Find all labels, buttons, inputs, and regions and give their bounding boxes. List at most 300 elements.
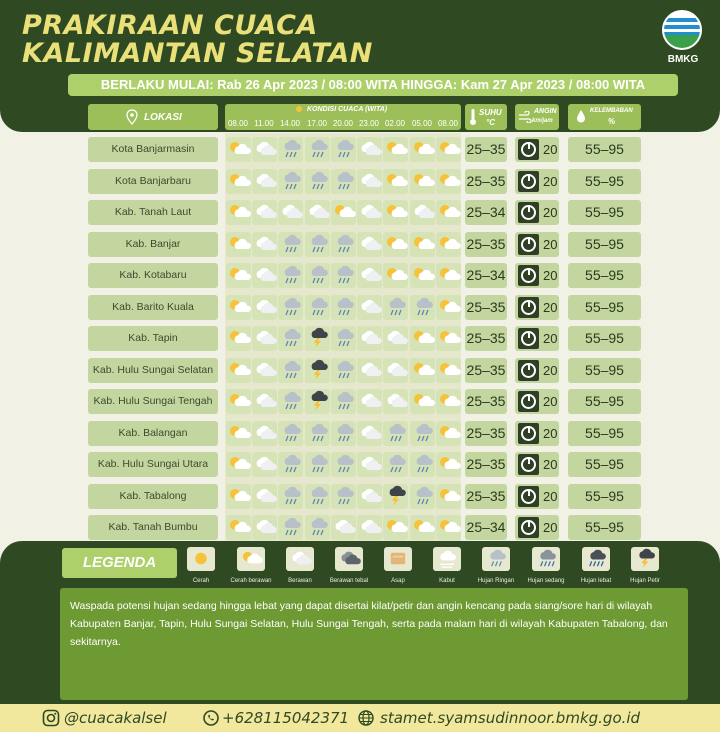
- weather-cell: [305, 389, 330, 414]
- light-rain-icon: [383, 295, 408, 320]
- weather-cell: [278, 421, 303, 446]
- light-rain-icon: [331, 169, 356, 194]
- weather-cell: [436, 358, 461, 383]
- weather-cell: [357, 169, 382, 194]
- partly-cloudy-icon: [226, 232, 251, 257]
- light-rain-icon: [278, 389, 303, 414]
- humidity-range: 55–95: [568, 484, 641, 509]
- weather-cell: [305, 358, 330, 383]
- location-name: Kab. Tapin: [88, 326, 218, 351]
- weather-cell: [226, 515, 251, 540]
- weather-cell: [331, 295, 356, 320]
- temperature-range: 25–35: [465, 295, 507, 320]
- wind-cell: [515, 389, 559, 414]
- partly-cloudy-icon: [410, 326, 435, 351]
- weather-cell: [278, 295, 303, 320]
- weather-cell: [278, 232, 303, 257]
- water-drop-icon: [576, 109, 586, 124]
- light-rain-icon: [410, 484, 435, 509]
- light-rain-icon: [278, 484, 303, 509]
- humidity-range: 55–95: [568, 326, 641, 351]
- weather-cell: [305, 421, 330, 446]
- temperature-range: 25–35: [465, 326, 507, 351]
- weather-cell: [436, 295, 461, 320]
- light-rain-icon: [278, 515, 303, 540]
- cloudy-icon: [357, 295, 382, 320]
- weather-cell: [410, 295, 435, 320]
- cloudy-icon: [252, 515, 277, 540]
- light-rain-icon: [483, 547, 509, 571]
- weather-cell: [383, 232, 408, 257]
- weather-cell: [331, 200, 356, 225]
- weather-cell: [357, 263, 382, 288]
- weather-cell: [305, 232, 330, 257]
- bmkg-logo-text: BMKG: [667, 54, 699, 65]
- humidity-header-label: KELEMBABAN: [590, 108, 633, 114]
- whatsapp-icon: [202, 709, 220, 727]
- time-slot: 02.00: [384, 119, 406, 128]
- wind-speed: 20: [543, 299, 558, 315]
- humidity-range: 55–95: [568, 263, 641, 288]
- weather-cell: [357, 358, 382, 383]
- weather-cell: [226, 263, 251, 288]
- thunderstorm-icon: [305, 389, 330, 414]
- wind-icon: [518, 111, 532, 123]
- humidity-range: 55–95: [568, 232, 641, 257]
- partly-cloudy-icon: [226, 137, 251, 162]
- light-rain-icon: [331, 137, 356, 162]
- partly-cloudy-icon: [410, 515, 435, 540]
- legend-label: Asap: [391, 578, 405, 584]
- location-name: Kab. Hulu Sungai Selatan: [88, 358, 218, 383]
- weather-cell: [278, 389, 303, 414]
- legend-label: Berawan: [288, 578, 312, 584]
- cloudy-icon: [357, 484, 382, 509]
- legend-label: Kabut: [439, 578, 455, 584]
- humidity-range: 55–95: [568, 137, 641, 162]
- weather-cell: [331, 389, 356, 414]
- partly-cloudy-icon: [383, 200, 408, 225]
- forecast-row: [0, 295, 720, 322]
- weather-cell: [331, 484, 356, 509]
- wind-cell: [515, 263, 559, 288]
- light-rain-icon: [305, 484, 330, 509]
- wind-cell: [515, 232, 559, 257]
- light-rain-icon: [383, 421, 408, 446]
- weather-cell: [331, 326, 356, 351]
- partly-cloudy-icon: [226, 389, 251, 414]
- temperature-unit: °C: [486, 118, 495, 127]
- weather-cell: [357, 515, 382, 540]
- wind-speed: 20: [543, 173, 558, 189]
- temperature-range: 25–35: [465, 421, 507, 446]
- wind-direction-icon: [518, 360, 539, 381]
- website-url[interactable]: stamet.syamsudinnoor.bmkg.go.id: [380, 709, 641, 727]
- temperature-range: 25–35: [465, 358, 507, 383]
- cloudy-icon: [357, 515, 382, 540]
- wind-cell: [515, 421, 559, 446]
- column-header-location: [88, 104, 218, 130]
- weather-cell: [357, 326, 382, 351]
- location-name: Kab. Balangan: [88, 421, 218, 446]
- legend-label: Hujan lebat: [580, 578, 612, 584]
- cloudy-icon: [357, 421, 382, 446]
- weather-cell: [278, 200, 303, 225]
- light-rain-icon: [331, 263, 356, 288]
- partly-cloudy-icon: [410, 389, 435, 414]
- weather-cell: [410, 169, 435, 194]
- weather-cell: [383, 169, 408, 194]
- weather-cell: [252, 137, 277, 162]
- forecast-row: [0, 137, 720, 164]
- forecast-row: [0, 515, 720, 542]
- weather-cell: [252, 358, 277, 383]
- time-slot: 08.00: [437, 119, 459, 128]
- weather-cell: [305, 515, 330, 540]
- weather-cell: [226, 326, 251, 351]
- wind-speed: 20: [543, 205, 558, 220]
- light-rain-icon: [331, 358, 356, 383]
- cloudy-icon: [357, 358, 382, 383]
- instagram-icon: [42, 709, 60, 727]
- weather-cell: [226, 452, 251, 477]
- weather-cell: [357, 200, 382, 225]
- weather-cell: [226, 358, 251, 383]
- cloudy-icon: [357, 200, 382, 225]
- location-name: Kab. Hulu Sungai Tengah: [88, 389, 218, 414]
- legend-label: Hujan Petir: [630, 578, 660, 584]
- cloudy-icon: [252, 137, 277, 162]
- legend-label: Cerah berawan: [230, 578, 272, 584]
- partly-cloudy-icon: [436, 421, 461, 446]
- weather-cell: [331, 137, 356, 162]
- forecast-row: [0, 200, 720, 227]
- location-name: Kab. Barito Kuala: [88, 295, 218, 320]
- light-rain-icon: [331, 484, 356, 509]
- weather-cell: [383, 326, 408, 351]
- location-name: Kab. Tanah Laut: [88, 200, 218, 225]
- partly-cloudy-icon: [436, 169, 461, 194]
- time-slot: 11.00: [254, 119, 274, 128]
- wind-cell: [515, 484, 559, 509]
- thunderstorm-icon: [632, 547, 658, 571]
- partly-cloudy-icon: [383, 263, 408, 288]
- light-rain-icon: [305, 137, 330, 162]
- weather-cell: [436, 452, 461, 477]
- weather-cell: [226, 137, 251, 162]
- weather-cell: [252, 452, 277, 477]
- weather-cell: [436, 484, 461, 509]
- partly-cloudy-icon: [410, 358, 435, 383]
- light-rain-icon: [305, 169, 330, 194]
- wind-direction-icon: [518, 202, 539, 223]
- weather-cell: [252, 389, 277, 414]
- partly-cloudy-icon: [436, 263, 461, 288]
- humidity-range: 55–95: [568, 295, 641, 320]
- weather-cell: [436, 326, 461, 351]
- weather-cell: [383, 421, 408, 446]
- temperature-range: 25–35: [465, 232, 507, 257]
- temperature-header-label: SUHU: [479, 108, 502, 117]
- partly-cloudy-icon: [410, 137, 435, 162]
- thunderstorm-icon: [383, 484, 408, 509]
- partly-cloudy-icon: [436, 389, 461, 414]
- light-rain-icon: [331, 389, 356, 414]
- weather-cell: [252, 484, 277, 509]
- humidity-range: 55–95: [568, 358, 641, 383]
- light-rain-icon: [331, 452, 356, 477]
- weather-cell: [357, 137, 382, 162]
- weather-cell: [305, 137, 330, 162]
- humidity-range: 55–95: [568, 452, 641, 477]
- light-rain-icon: [305, 232, 330, 257]
- cloudy-icon: [252, 232, 277, 257]
- cloudy-icon: [252, 263, 277, 288]
- humidity-unit: %: [608, 117, 616, 126]
- weather-cell: [410, 326, 435, 351]
- weather-cell: [278, 169, 303, 194]
- legend-item: [176, 547, 226, 583]
- weather-cell: [226, 232, 251, 257]
- overcast-icon: [336, 547, 362, 571]
- weather-cell: [331, 232, 356, 257]
- partly-cloudy-icon: [226, 200, 251, 225]
- forecast-row: [0, 421, 720, 448]
- legend-item: [620, 547, 670, 583]
- title-line-2: KALIMANTAN SELATAN: [22, 38, 373, 69]
- wind-speed: 20: [543, 425, 558, 441]
- legend-item: [521, 547, 571, 583]
- wind-header-label: ANGIN: [534, 108, 557, 115]
- weather-cell: [278, 452, 303, 477]
- humidity-range: 55–95: [568, 200, 641, 225]
- partly-cloudy-icon: [383, 137, 408, 162]
- forecast-row: [0, 263, 720, 290]
- forecast-row: [0, 389, 720, 416]
- light-rain-icon: [410, 295, 435, 320]
- column-header-humidity: [568, 104, 641, 130]
- cloudy-icon: [287, 547, 313, 571]
- partly-cloudy-icon: [226, 515, 251, 540]
- weather-cell: [383, 515, 408, 540]
- legend-item: [324, 547, 374, 583]
- cloudy-icon: [252, 484, 277, 509]
- partly-cloudy-icon: [436, 515, 461, 540]
- light-rain-icon: [383, 452, 408, 477]
- light-rain-icon: [410, 421, 435, 446]
- partly-cloudy-icon: [436, 295, 461, 320]
- partly-cloudy-icon: [436, 484, 461, 509]
- wind-cell: [515, 358, 559, 383]
- weather-cell: [436, 137, 461, 162]
- weather-cell: [357, 421, 382, 446]
- light-rain-icon: [305, 295, 330, 320]
- weather-cell: [410, 200, 435, 225]
- bmkg-logo: [656, 10, 710, 72]
- wind-cell: [515, 452, 559, 477]
- weather-cell: [383, 137, 408, 162]
- location-header-label: LOKASI: [144, 112, 182, 123]
- weather-cell: [278, 515, 303, 540]
- light-rain-icon: [410, 452, 435, 477]
- weather-cell: [383, 484, 408, 509]
- weather-cell: [331, 515, 356, 540]
- weather-cell: [252, 295, 277, 320]
- location-name: Kab. Hulu Sungai Utara: [88, 452, 218, 477]
- partly-cloudy-icon: [226, 484, 251, 509]
- wind-cell: [515, 137, 559, 162]
- wind-direction-icon: [518, 297, 539, 318]
- partly-cloudy-icon: [436, 358, 461, 383]
- column-header-temperature: [465, 104, 507, 130]
- instagram-handle[interactable]: @cuacakalsel: [64, 709, 167, 727]
- wind-direction-icon: [518, 171, 539, 192]
- light-rain-icon: [331, 326, 356, 351]
- time-slot: 17.00: [306, 119, 328, 128]
- location-name: Kota Banjarmasin: [88, 137, 218, 162]
- location-pin-icon: [126, 109, 138, 125]
- wind-direction-icon: [518, 265, 539, 286]
- time-slot: 23.00: [358, 119, 380, 128]
- weather-cell: [383, 263, 408, 288]
- partly-cloudy-icon: [436, 326, 461, 351]
- weather-cell: [410, 515, 435, 540]
- humidity-range: 55–95: [568, 515, 641, 540]
- weather-cell: [410, 358, 435, 383]
- temperature-range: 25–35: [465, 137, 507, 162]
- temperature-range: 25–35: [465, 169, 507, 194]
- partly-cloudy-icon: [238, 547, 264, 571]
- wind-cell: [515, 295, 559, 320]
- legend-item: [373, 547, 423, 583]
- weather-cell: [331, 452, 356, 477]
- light-rain-icon: [278, 452, 303, 477]
- location-name: Kab. Tabalong: [88, 484, 218, 509]
- location-name: Kota Banjarbaru: [88, 169, 218, 194]
- wind-speed: 20: [543, 457, 558, 472]
- thermometer-icon: [469, 108, 477, 126]
- fog-icon: [434, 547, 460, 571]
- partly-cloudy-icon: [383, 515, 408, 540]
- weather-cell: [383, 358, 408, 383]
- validity-period: BERLAKU MULAI: Rab 26 Apr 2023 / 08:00 WITA HINGGA: Kam 27 Apr 2023 / 08:00 WITA: [68, 74, 678, 96]
- light-rain-icon: [305, 452, 330, 477]
- weather-cell: [357, 452, 382, 477]
- wind-speed: 20: [543, 394, 558, 409]
- cloudy-icon: [357, 452, 382, 477]
- weather-cell: [410, 232, 435, 257]
- cloudy-icon: [357, 169, 382, 194]
- cloudy-icon: [331, 515, 356, 540]
- light-rain-icon: [278, 421, 303, 446]
- whatsapp-number[interactable]: +628115042371: [222, 709, 350, 727]
- weather-cell: [278, 484, 303, 509]
- partly-cloudy-icon: [226, 452, 251, 477]
- partly-cloudy-icon: [226, 295, 251, 320]
- light-rain-icon: [331, 421, 356, 446]
- cloudy-icon: [252, 326, 277, 351]
- wind-speed: 20: [543, 142, 558, 157]
- location-name: Kab. Tanah Bumbu: [88, 515, 218, 540]
- light-rain-icon: [278, 326, 303, 351]
- weather-cell: [436, 200, 461, 225]
- globe-icon: [357, 709, 375, 727]
- wind-speed: 20: [543, 488, 558, 504]
- light-rain-icon: [305, 421, 330, 446]
- wind-speed: 20: [543, 520, 558, 535]
- legend-label: Cerah: [192, 578, 210, 584]
- thunderstorm-icon: [305, 326, 330, 351]
- temperature-range: 25–35: [465, 452, 507, 477]
- partly-cloudy-icon: [436, 200, 461, 225]
- light-rain-icon: [331, 295, 356, 320]
- legend-label: Hujan Ringan: [477, 578, 515, 584]
- weather-cell: [252, 169, 277, 194]
- partly-cloudy-icon: [226, 263, 251, 288]
- cloudy-icon: [252, 169, 277, 194]
- cloudy-icon: [305, 200, 330, 225]
- wind-direction-icon: [518, 234, 539, 255]
- wind-speed: 20: [543, 236, 558, 252]
- legend-item: [422, 547, 472, 583]
- weather-cell: [410, 389, 435, 414]
- weather-cell: [278, 263, 303, 288]
- partly-cloudy-icon: [226, 326, 251, 351]
- cloudy-icon: [252, 421, 277, 446]
- humidity-range: 55–95: [568, 169, 641, 194]
- partly-cloudy-icon: [436, 452, 461, 477]
- weather-cell: [436, 263, 461, 288]
- moderate-rain-icon: [533, 547, 559, 571]
- weather-cell: [357, 389, 382, 414]
- humidity-range: 55–95: [568, 421, 641, 446]
- weather-cell: [252, 232, 277, 257]
- partly-cloudy-icon: [383, 232, 408, 257]
- weather-cell: [357, 295, 382, 320]
- light-rain-icon: [278, 295, 303, 320]
- wind-direction-icon: [518, 517, 539, 538]
- sunny-icon: [188, 547, 214, 571]
- weather-cell: [357, 484, 382, 509]
- weather-cell: [305, 200, 330, 225]
- partly-cloudy-icon: [383, 169, 408, 194]
- temperature-range: 25–35: [465, 389, 507, 414]
- wind-direction-icon: [518, 423, 539, 444]
- weather-cell: [305, 326, 330, 351]
- legend-item: [275, 547, 325, 583]
- cloudy-icon: [357, 326, 382, 351]
- weather-cell: [331, 358, 356, 383]
- weather-cell: [436, 232, 461, 257]
- weather-cell: [226, 484, 251, 509]
- weather-cell: [278, 137, 303, 162]
- temperature-range: 25–34: [465, 263, 507, 288]
- wind-speed: 20: [543, 331, 558, 346]
- wind-cell: [515, 515, 559, 540]
- temperature-range: 25–35: [465, 484, 507, 509]
- cloudy-icon: [278, 200, 303, 225]
- weather-cell: [226, 200, 251, 225]
- location-name: Kab. Kotabaru: [88, 263, 218, 288]
- cloudy-icon: [357, 263, 382, 288]
- wind-direction-icon: [518, 391, 539, 412]
- light-rain-icon: [305, 263, 330, 288]
- wind-cell: [515, 169, 559, 194]
- weather-warning: Waspada potensi hujan sedang hingga lebat yang dapat disertai kilat/petir dan angin kencang pada siang/sore hari di wilayah Kabupaten Banjar, Tapin, Hulu Sungai Selatan, Hulu Sungai Tengah, serta pada malam hari di wilayah Kabupaten Tabalong, dan sekitarnya.: [60, 588, 688, 700]
- thunderstorm-icon: [305, 358, 330, 383]
- light-rain-icon: [278, 263, 303, 288]
- weather-header-label: KONDISI CUACA (WITA): [307, 106, 388, 113]
